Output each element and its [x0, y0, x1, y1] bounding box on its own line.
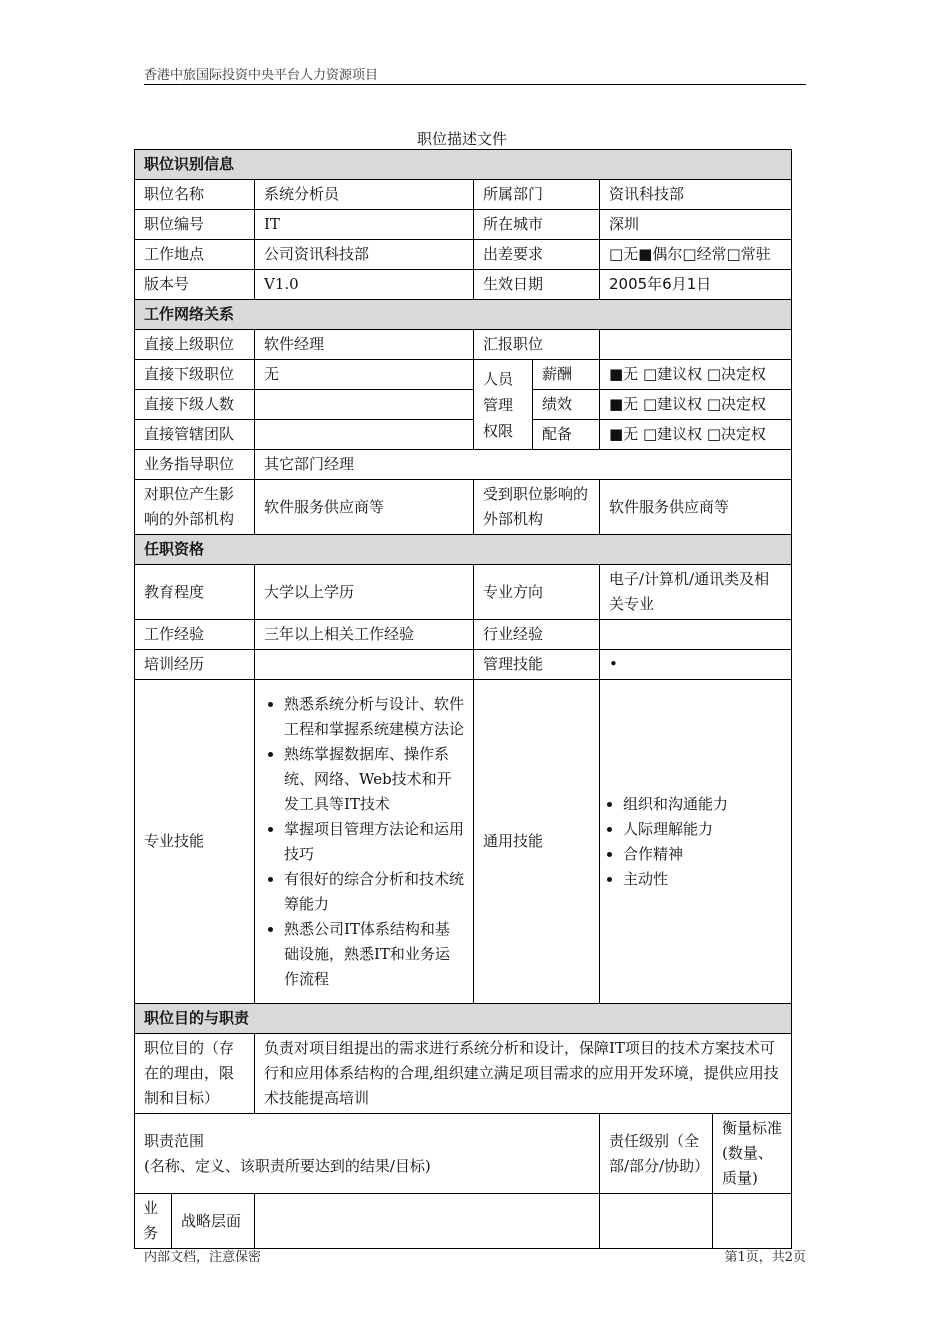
list-item: • 熟悉系统分析与设计、软件工程和掌握系统建模方法论 — [284, 692, 464, 742]
network-row — [135, 330, 792, 360]
guide-label: 业务指导职位 — [135, 450, 255, 480]
business-label: 业务 — [135, 1194, 172, 1249]
team-value — [255, 420, 474, 450]
job-name-label: 职位名称 — [135, 180, 255, 210]
effective-date-value: 2005年6月1日 — [600, 270, 792, 300]
education-value: 大学以上学历 — [255, 565, 474, 620]
travel-label: 出差要求 — [474, 240, 600, 270]
city-value: 深圳 — [600, 210, 792, 240]
page-footer — [144, 1246, 806, 1265]
section-network-title: 工作网络关系 — [135, 300, 792, 330]
list-item: • 掌握项目管理方法论和运用技巧 — [284, 817, 464, 867]
report-value — [600, 330, 792, 360]
section-purpose-row — [135, 1004, 792, 1034]
team-label: 直接管辖团队 — [135, 420, 255, 450]
subordinate-value: 无 — [255, 360, 474, 390]
list-item: • 人际理解能力 — [623, 817, 782, 842]
section-qualification-row — [135, 535, 792, 565]
affected-org-value: 软件服务供应商等 — [600, 480, 792, 535]
identity-row — [135, 210, 792, 240]
strategy-measure — [713, 1194, 792, 1249]
scope-row — [135, 1194, 792, 1249]
major-value: 电子/计算机/通讯类及相关专业 — [600, 565, 792, 620]
list-item: • 主动性 — [623, 867, 782, 892]
identity-row — [135, 240, 792, 270]
city-label: 所在城市 — [474, 210, 600, 240]
subordinate-count-value — [255, 390, 474, 420]
job-name-value: 系统分析员 — [255, 180, 474, 210]
section-qualification-title: 任职资格 — [135, 535, 792, 565]
version-value: V1.0 — [255, 270, 474, 300]
qualification-row — [135, 620, 792, 650]
section-identity-row — [135, 150, 792, 180]
scope-header-row — [135, 1114, 792, 1194]
professional-skill-label: 专业技能 — [135, 680, 255, 1004]
guide-value: 其它部门经理 — [255, 450, 792, 480]
scope-subtitle: (名称、定义、该职责所要达到的结果/目标) — [144, 1156, 431, 1175]
subordinate-label: 直接下级职位 — [135, 360, 255, 390]
major-label: 专业方向 — [474, 565, 600, 620]
department-value: 资讯科技部 — [600, 180, 792, 210]
authority-item: 配备 — [533, 420, 600, 450]
training-label: 培训经历 — [135, 650, 255, 680]
general-skill-list — [600, 680, 792, 1004]
authority-item: 薪酬 — [533, 360, 600, 390]
identity-row — [135, 270, 792, 300]
qualification-row — [135, 680, 792, 1004]
effective-date-label: 生效日期 — [474, 270, 600, 300]
page-number: 第1页，共2页 — [724, 1250, 806, 1265]
list-item: • 合作精神 — [623, 842, 782, 867]
external-org-value: 软件服务供应商等 — [255, 480, 474, 535]
purpose-label: 职位目的（存在的理由，限制和目标） — [135, 1034, 255, 1114]
travel-options: □无■偶尔□经常□常驻 — [600, 240, 792, 270]
superior-value: 软件经理 — [255, 330, 474, 360]
network-row — [135, 420, 792, 450]
section-network-row — [135, 300, 792, 330]
document-title: 职位描述文件 — [416, 130, 507, 148]
version-label: 版本号 — [135, 270, 255, 300]
industry-label: 行业经验 — [474, 620, 600, 650]
purpose-row — [135, 1034, 792, 1114]
authority-item: 绩效 — [533, 390, 600, 420]
management-skill-label: 管理技能 — [474, 650, 600, 680]
authority-label: 人员管理权限 — [474, 360, 533, 450]
management-skill-value: • — [600, 650, 792, 680]
job-code-label: 职位编号 — [135, 210, 255, 240]
strategy-level — [600, 1194, 713, 1249]
industry-value — [600, 620, 792, 650]
superior-label: 直接上级职位 — [135, 330, 255, 360]
work-location-value: 公司资讯科技部 — [255, 240, 474, 270]
education-label: 教育程度 — [135, 565, 255, 620]
network-row — [135, 450, 792, 480]
purpose-text: 负责对项目组提出的需求进行系统分析和设计，保障IT项目的技术方案技术可行和应用体系结构的合理,组织建立满足项目需求的应用开发环境，提供应用技术技能提高培训 — [255, 1034, 792, 1114]
experience-label: 工作经验 — [135, 620, 255, 650]
general-skill-label: 通用技能 — [474, 680, 600, 1004]
report-label: 汇报职位 — [474, 330, 600, 360]
section-purpose-title: 职位目的与职责 — [135, 1004, 792, 1034]
list-item: • 熟悉公司IT体系结构和基础设施，熟悉IT和业务运作流程 — [284, 917, 464, 992]
work-location-label: 工作地点 — [135, 240, 255, 270]
measure-label: 衡量标准(数量、质量) — [713, 1114, 792, 1194]
department-label: 所属部门 — [474, 180, 600, 210]
affected-org-label: 受到职位影响的外部机构 — [474, 480, 600, 535]
network-row — [135, 390, 792, 420]
authority-options: ■无 □建议权 □决定权 — [600, 420, 792, 450]
identity-row — [135, 180, 792, 210]
network-row — [135, 480, 792, 535]
authority-options: ■无 □建议权 □决定权 — [600, 390, 792, 420]
list-item: • 组织和沟通能力 — [623, 792, 782, 817]
training-value — [255, 650, 474, 680]
scope-header — [135, 1114, 600, 1194]
scope-title: 职责范围 — [144, 1131, 205, 1150]
external-org-label: 对职位产生影响的外部机构 — [135, 480, 255, 535]
subordinate-count-label: 直接下级人数 — [135, 390, 255, 420]
authority-options: ■无 □建议权 □决定权 — [600, 360, 792, 390]
list-item: • 有很好的综合分析和技术统筹能力 — [284, 867, 464, 917]
professional-skill-list — [255, 680, 474, 1004]
qualification-row — [135, 565, 792, 620]
strategy-content — [255, 1194, 600, 1249]
network-row — [135, 360, 792, 390]
experience-value: 三年以上相关工作经验 — [255, 620, 474, 650]
job-description-table — [134, 149, 792, 1249]
responsibility-level-label: 责任级别（全部/部分/协助） — [600, 1114, 713, 1194]
section-identity-title: 职位识别信息 — [135, 150, 792, 180]
list-item: • 熟练掌握数据库、操作系统、网络、Web技术和开发工具等IT技术 — [284, 742, 464, 817]
qualification-row — [135, 650, 792, 680]
strategy-label: 战略层面 — [172, 1194, 255, 1249]
page-header: 香港中旅国际投资中央平台人力资源项目 — [144, 64, 806, 85]
confidential-note: 内部文档，注意保密 — [144, 1250, 262, 1265]
job-code-value: IT — [255, 210, 474, 240]
